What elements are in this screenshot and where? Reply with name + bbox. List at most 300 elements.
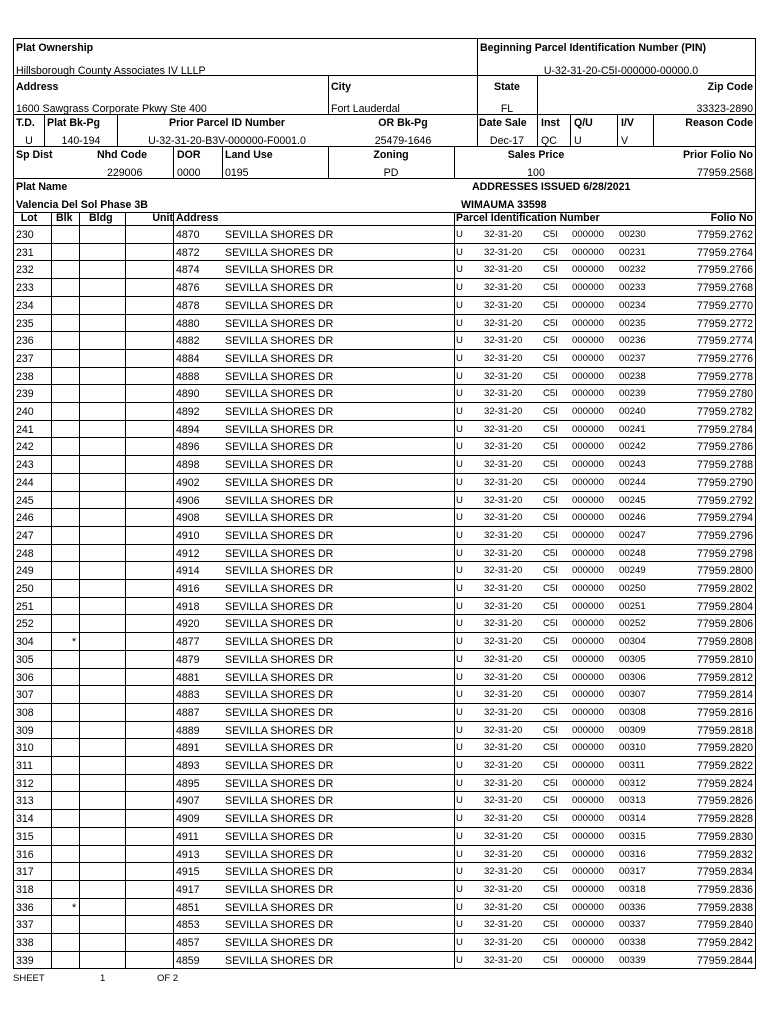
td-cell: U [456,689,463,701]
lot-cell: 244 [16,476,34,489]
td-cell: U [456,459,463,471]
street-name: SEVILLA SHORES DR [225,476,334,489]
row-rule [13,756,756,757]
sub-cell: C5I [543,370,558,382]
td-cell: U [456,335,463,347]
parcel-cell: 00306 [619,671,646,683]
prior-pin-value: U-32-31-20-B3V-000000-F0001.0 [148,135,306,147]
table-rule [173,212,174,969]
house-number: 4895 [176,777,200,790]
or-bk-value: 25479-1646 [374,135,432,147]
twp-cell: 32-31-20 [484,760,523,771]
dor-label: DOR [177,149,201,161]
td-cell: U [456,282,463,294]
street-name: SEVILLA SHORES DR [225,352,334,365]
sales-price-label: Sales Price [507,149,565,161]
lot-cell: 314 [16,813,34,826]
block-cell: 000000 [572,441,605,453]
plat-name-value: Valencia Del Sol Phase 3B [16,199,148,211]
row-rule [13,880,756,881]
street-name: SEVILLA SHORES DR [225,423,334,436]
td-cell: U [456,370,463,382]
td-cell: U [456,406,463,417]
blk-cell: * [72,901,77,914]
rule [328,146,329,178]
twp-cell: 32-31-20 [484,742,523,754]
rule [222,146,223,178]
sub-cell: C5I [543,600,558,612]
lot-cell: 239 [16,388,34,401]
house-number: 4872 [176,246,200,259]
twp-cell: 32-31-20 [484,299,523,311]
td-cell: U [456,813,463,825]
block-cell: 000000 [572,937,605,948]
sub-cell: C5I [543,282,558,294]
house-number: 4880 [176,317,200,330]
zoning-value: PD [383,167,399,179]
lot-cell: 245 [16,494,34,507]
zoning-label: Zoning [373,149,409,161]
twp-cell: 32-31-20 [484,529,523,541]
rule [537,114,538,146]
folio-cell: 77959.2790 [697,476,753,489]
row-rule [13,260,756,261]
col-folio: Folio No [710,212,753,224]
folio-cell: 77959.2808 [697,636,753,649]
sub-cell: C5I [543,795,558,807]
sub-cell: C5I [543,299,558,311]
td-cell: U [456,919,463,931]
sub-cell: C5I [543,724,558,736]
qu-value: U [574,135,582,147]
plat-ownership-form [13,38,756,984]
plat-bk-value: 140-194 [61,135,101,147]
block-cell: 000000 [572,618,605,630]
td-cell: U [456,600,463,612]
td-cell: U [456,618,463,630]
lot-cell: 337 [16,919,34,932]
rule [454,146,455,178]
parcel-cell: 00336 [619,901,646,913]
td-cell: U [456,954,463,966]
street-name: SEVILLA SHORES DR [225,636,334,649]
twp-cell: 32-31-20 [484,653,523,665]
block-cell: 000000 [572,777,605,789]
sub-cell: C5I [543,618,558,630]
sub-cell: C5I [543,848,558,860]
parcel-cell: 00339 [619,954,646,966]
parcel-cell: 00231 [619,246,646,258]
parcel-cell: 00249 [619,565,646,577]
address-value: 1600 Sawgrass Corporate Pkwy Ste 400 [16,103,207,115]
parcel-cell: 00247 [619,529,646,541]
house-number: 4910 [176,529,200,542]
block-cell: 000000 [572,459,605,471]
street-name: SEVILLA SHORES DR [225,689,334,702]
rule [44,114,45,146]
block-cell: 000000 [572,388,605,400]
house-number: 4907 [176,795,200,808]
block-cell: 000000 [572,494,605,506]
street-name: SEVILLA SHORES DR [225,777,334,790]
house-number: 4870 [176,229,200,241]
twp-cell: 32-31-20 [484,388,523,400]
block-cell: 000000 [572,636,605,648]
folio-cell: 77959.2830 [697,830,753,843]
house-number: 4853 [176,919,200,932]
sub-cell: C5I [543,317,558,329]
row-rule [13,526,756,527]
sub-cell: C5I [543,441,558,453]
td-cell: U [456,937,463,948]
street-name: SEVILLA SHORES DR [225,600,334,613]
td-cell: U [456,529,463,541]
sub-cell: C5I [543,883,558,895]
owner-value: Hillsborough County Associates IV LLLP [16,65,206,77]
lot-cell: 250 [16,583,34,595]
lot-cell: 238 [16,370,34,383]
row-rule [13,402,756,403]
iv-value: V [621,135,629,147]
street-name: SEVILLA SHORES DR [225,618,334,631]
twp-cell: 32-31-20 [484,229,523,240]
sub-cell: C5I [543,777,558,789]
house-number: 4920 [176,618,200,631]
house-number: 4912 [176,547,200,560]
block-cell: 000000 [572,583,605,594]
folio-cell: 77959.2792 [697,494,753,507]
parcel-cell: 00304 [619,636,646,648]
lot-cell: 318 [16,883,34,896]
street-name: SEVILLA SHORES DR [225,795,334,808]
street-name: SEVILLA SHORES DR [225,866,334,879]
row-rule [13,809,756,810]
block-cell: 000000 [572,246,605,258]
twp-cell: 32-31-20 [484,706,523,718]
td-cell: U [456,636,463,648]
td-cell: U [456,795,463,807]
row-rule [13,314,756,315]
twp-cell: 32-31-20 [484,335,523,347]
nhd-code-value: 229006 [107,167,143,179]
lot-cell: 230 [16,229,34,241]
block-cell: 000000 [572,830,605,842]
iv-label: I/V [621,117,634,129]
street-name: SEVILLA SHORES DR [225,742,334,755]
sheet-number: 1 [100,973,106,984]
parcel-cell: 00312 [619,777,646,789]
twp-cell: 32-31-20 [484,813,523,825]
row-rule [13,296,756,297]
house-number: 4859 [176,954,200,967]
folio-cell: 77959.2788 [697,459,753,472]
table-rule [125,212,126,969]
block-cell: 000000 [572,423,605,435]
block-cell: 000000 [572,264,605,276]
block-cell: 000000 [572,229,605,240]
folio-cell: 77959.2770 [697,299,753,312]
lot-cell: 240 [16,406,34,418]
sub-cell: C5I [543,813,558,825]
sheet-total: OF 2 [157,973,179,984]
twp-cell: 32-31-20 [484,583,523,594]
row-rule [13,225,756,226]
sub-cell: C5I [543,352,558,364]
sub-cell: C5I [543,653,558,665]
house-number: 4915 [176,866,200,879]
street-name: SEVILLA SHORES DR [225,901,334,914]
row-rule [13,420,756,421]
block-cell: 000000 [572,883,605,895]
street-name: SEVILLA SHORES DR [225,547,334,560]
city-value: Fort Lauderdal [331,103,400,115]
rule [537,75,538,114]
lot-cell: 306 [16,671,34,684]
house-number: 4891 [176,742,200,755]
street-name: SEVILLA SHORES DR [225,653,334,666]
sub-cell: C5I [543,866,558,878]
house-number: 4902 [176,476,200,489]
twp-cell: 32-31-20 [484,777,523,789]
block-cell: 000000 [572,954,605,966]
parcel-cell: 00234 [619,299,646,311]
folio-cell: 77959.2810 [697,653,753,666]
lot-cell: 251 [16,600,34,613]
zip-value: 33323-2890 [696,103,753,115]
block-cell: 000000 [572,866,605,878]
parcel-cell: 00241 [619,423,646,435]
td-cell: U [456,777,463,789]
state-value: FL [500,103,514,115]
street-name: SEVILLA SHORES DR [225,706,334,719]
house-number: 4893 [176,760,200,772]
row-rule [13,685,756,686]
street-name: SEVILLA SHORES DR [225,671,334,684]
street-name: SEVILLA SHORES DR [225,299,334,312]
house-number: 4888 [176,370,200,383]
sub-cell: C5I [543,246,558,258]
sp-dist-label: Sp Dist [16,149,53,161]
twp-cell: 32-31-20 [484,406,523,417]
street-name: SEVILLA SHORES DR [225,317,334,330]
lot-cell: 336 [16,901,34,914]
twp-cell: 32-31-20 [484,689,523,701]
house-number: 4894 [176,423,200,436]
parcel-cell: 00315 [619,830,646,842]
sub-cell: C5I [543,636,558,648]
lot-cell: 231 [16,246,34,259]
table-rule [13,212,756,213]
house-number: 4883 [176,689,200,702]
lot-cell: 316 [16,848,34,861]
sub-cell: C5I [543,937,558,948]
twp-cell: 32-31-20 [484,547,523,559]
lot-cell: 232 [16,264,34,277]
td-cell: U [456,441,463,453]
sub-cell: C5I [543,406,558,417]
block-cell: 000000 [572,742,605,754]
sub-cell: C5I [543,954,558,966]
folio-cell: 77959.2786 [697,441,753,454]
parcel-cell: 00251 [619,600,646,612]
sub-cell: C5I [543,901,558,913]
house-number: 4884 [176,352,200,365]
twp-cell: 32-31-20 [484,459,523,471]
date-sale-value: Dec-17 [489,135,525,147]
parcel-cell: 00232 [619,264,646,276]
block-cell: 000000 [572,352,605,364]
street-name: SEVILLA SHORES DR [225,406,334,418]
street-name: SEVILLA SHORES DR [225,335,334,348]
lot-cell: 305 [16,653,34,666]
folio-cell: 77959.2814 [697,689,753,702]
lot-cell: 241 [16,423,34,436]
house-number: 4889 [176,724,200,737]
folio-cell: 77959.2800 [697,565,753,578]
folio-cell: 77959.2796 [697,529,753,542]
address-label: Address [16,81,59,93]
sub-cell: C5I [543,742,558,754]
twp-cell: 32-31-20 [484,441,523,453]
sub-cell: C5I [543,583,558,594]
lot-cell: 247 [16,529,34,542]
parcel-cell: 00230 [619,229,646,240]
row-rule [13,933,756,934]
block-cell: 000000 [572,406,605,417]
twp-cell: 32-31-20 [484,937,523,948]
house-number: 4909 [176,813,200,826]
lot-cell: 309 [16,724,34,737]
folio-cell: 77959.2832 [697,848,753,861]
twp-cell: 32-31-20 [484,512,523,524]
table-rule [454,212,455,969]
twp-cell: 32-31-20 [484,264,523,276]
row-rule [13,650,756,651]
folio-cell: 77959.2798 [697,547,753,560]
house-number: 4887 [176,706,200,719]
folio-cell: 77959.2842 [697,937,753,949]
pin-label: Beginning Parcel Identification Number (PIN) [480,42,707,54]
row-rule [13,738,756,739]
row-rule [13,437,756,438]
house-number: 4881 [176,671,200,684]
sub-cell: C5I [543,547,558,559]
house-number: 4911 [176,830,199,843]
col-lot: Lot [20,212,38,224]
block-cell: 000000 [572,317,605,329]
twp-cell: 32-31-20 [484,246,523,258]
house-number: 4878 [176,299,200,312]
street-name: SEVILLA SHORES DR [225,529,334,542]
row-rule [13,597,756,598]
lot-cell: 317 [16,866,34,879]
folio-cell: 77959.2802 [697,583,753,595]
house-number: 4908 [176,512,200,525]
td-cell: U [456,494,463,506]
row-rule [13,561,756,562]
land-use-label: Land Use [225,149,273,161]
rule [617,114,618,146]
house-number: 4913 [176,848,200,861]
block-cell: 000000 [572,653,605,665]
folio-cell: 77959.2784 [697,423,753,436]
block-cell: 000000 [572,512,605,524]
sub-cell: C5I [543,830,558,842]
block-cell: 000000 [572,813,605,825]
row-rule [13,915,756,916]
row-rule [13,579,756,580]
twp-cell: 32-31-20 [484,282,523,294]
block-cell: 000000 [572,671,605,683]
parcel-cell: 00318 [619,883,646,895]
folio-cell: 77959.2818 [697,724,753,737]
twp-cell: 32-31-20 [484,866,523,878]
lot-cell: 249 [16,565,34,578]
row-rule [13,791,756,792]
parcel-cell: 00239 [619,388,646,400]
sub-cell: C5I [543,264,558,276]
parcel-cell: 00313 [619,795,646,807]
td-label: T.D. [16,117,35,129]
folio-cell: 77959.2806 [697,618,753,631]
lot-cell: 311 [16,760,33,772]
parcel-cell: 00314 [619,813,646,825]
twp-cell: 32-31-20 [484,565,523,577]
lot-cell: 315 [16,830,34,843]
parcel-cell: 00310 [619,742,646,754]
house-number: 4890 [176,388,200,401]
plat-bk-label: Plat Bk-Pg [47,117,100,129]
sub-cell: C5I [543,689,558,701]
house-number: 4918 [176,600,200,613]
parcel-cell: 00248 [619,547,646,559]
table-rule [79,212,80,969]
td-cell: U [456,724,463,736]
street-name: SEVILLA SHORES DR [225,494,334,507]
street-name: SEVILLA SHORES DR [225,565,334,578]
house-number: 4882 [176,335,200,348]
house-number: 4916 [176,583,200,595]
td-cell: U [456,830,463,842]
td-cell: U [456,848,463,860]
street-name: SEVILLA SHORES DR [225,583,334,595]
lot-cell: 246 [16,512,34,525]
plat-name-label: Plat Name [16,181,68,193]
rule [328,75,329,114]
block-cell: 000000 [572,600,605,612]
house-number: 4914 [176,565,200,578]
parcel-cell: 00245 [619,494,646,506]
folio-cell: 77959.2764 [697,246,753,259]
house-number: 4851 [176,901,200,914]
street-name: SEVILLA SHORES DR [225,264,334,277]
street-name: SEVILLA SHORES DR [225,919,334,932]
parcel-cell: 00307 [619,689,646,701]
parcel-cell: 00252 [619,618,646,630]
house-number: 4879 [176,653,200,666]
col-blk: Blk [56,212,73,224]
row-rule [13,721,756,722]
rule [477,38,478,146]
row-rule [13,473,756,474]
td-cell: U [456,866,463,878]
twp-cell: 32-31-20 [484,636,523,648]
parcel-cell: 00244 [619,476,646,488]
street-name: SEVILLA SHORES DR [225,229,334,241]
td-cell: U [456,299,463,311]
lot-cell: 310 [16,742,34,755]
row-rule [13,508,756,509]
